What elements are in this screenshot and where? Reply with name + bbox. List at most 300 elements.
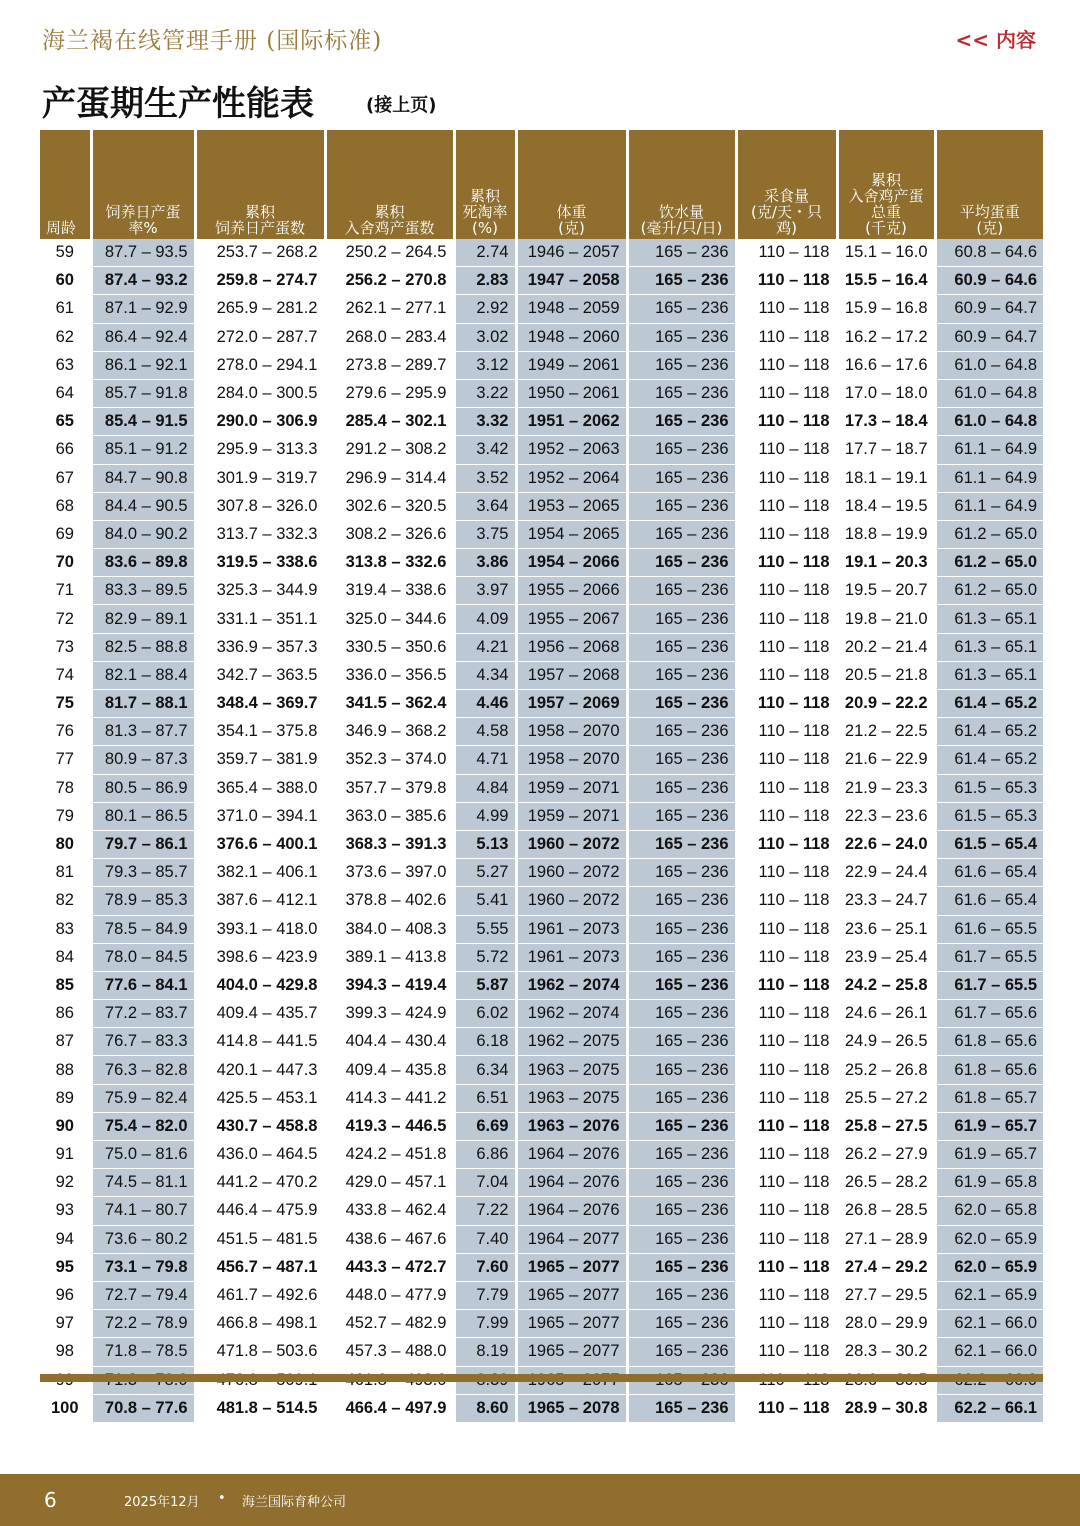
- table-cell: 165 – 236: [627, 718, 736, 746]
- table-cell: 20.5 – 21.8: [837, 661, 935, 689]
- table-cell: 1964 – 2076: [516, 1141, 627, 1169]
- table-cell: 61.2 – 65.0: [935, 549, 1043, 577]
- week-cell: 83: [40, 915, 91, 943]
- table-cell: 77.6 – 84.1: [91, 971, 195, 999]
- table-cell: 110 – 118: [736, 267, 837, 295]
- table-cell: 1949 – 2061: [516, 351, 627, 379]
- table-cell: 273.8 – 289.7: [325, 351, 454, 379]
- table-cell: 165 – 236: [627, 887, 736, 915]
- table-cell: 110 – 118: [736, 774, 837, 802]
- table-row: [40, 1112, 1043, 1140]
- table-cell: 110 – 118: [736, 718, 837, 746]
- table-cell: 26.5 – 28.2: [837, 1169, 935, 1197]
- table-row: [40, 661, 1043, 689]
- table-cell: 60.9 – 64.6: [935, 267, 1043, 295]
- table-cell: 71.8 – 78.5: [91, 1338, 195, 1366]
- table-cell: 23.9 – 25.4: [837, 943, 935, 971]
- table-cell: 438.6 – 467.6: [325, 1225, 454, 1253]
- table-row: [40, 633, 1043, 661]
- table-cell: 61.4 – 65.2: [935, 718, 1043, 746]
- table-cell: 80.5 – 86.9: [91, 774, 195, 802]
- table-cell: 165 – 236: [627, 1141, 736, 1169]
- table-cell: 291.2 – 308.2: [325, 436, 454, 464]
- table-cell: 1963 – 2075: [516, 1084, 627, 1112]
- table-cell: 1959 – 2071: [516, 774, 627, 802]
- column-header-line: 体重: [556, 203, 587, 221]
- table-cell: 61.0 – 64.8: [935, 351, 1043, 379]
- table-cell: 1960 – 2072: [516, 830, 627, 858]
- table-cell: 165 – 236: [627, 1225, 736, 1253]
- table-cell: 1964 – 2076: [516, 1169, 627, 1197]
- table-cell: 259.8 – 274.7: [195, 267, 325, 295]
- table-cell: 1965 – 2077: [516, 1281, 627, 1309]
- table-cell: 110 – 118: [736, 436, 837, 464]
- table-cell: 87.1 – 92.9: [91, 295, 195, 323]
- table-cell: 74.5 – 81.1: [91, 1169, 195, 1197]
- table-cell: 6.69: [454, 1112, 516, 1140]
- table-cell: 80.1 – 86.5: [91, 802, 195, 830]
- column-header-line: 周龄: [46, 219, 77, 237]
- table-cell: 1965 – 2077: [516, 1253, 627, 1281]
- table-cell: 302.6 – 320.5: [325, 492, 454, 520]
- table-cell: 21.2 – 22.5: [837, 718, 935, 746]
- table-cell: 28.9 – 30.8: [837, 1394, 935, 1422]
- table-row: [40, 549, 1043, 577]
- table-cell: 4.09: [454, 605, 516, 633]
- week-cell: 90: [40, 1112, 91, 1140]
- week-cell: 100: [40, 1394, 91, 1422]
- table-cell: 3.97: [454, 577, 516, 605]
- table-cell: 308.2 – 326.6: [325, 520, 454, 548]
- table-cell: 448.0 – 477.9: [325, 1281, 454, 1309]
- week-cell: 75: [40, 690, 91, 718]
- table-cell: 3.22: [454, 379, 516, 407]
- table-cell: 82.5 – 88.8: [91, 633, 195, 661]
- table-cell: 452.7 – 482.9: [325, 1310, 454, 1338]
- week-cell: 61: [40, 295, 91, 323]
- week-cell: 82: [40, 887, 91, 915]
- table-cell: 165 – 236: [627, 830, 736, 858]
- page-footer: [0, 1474, 1080, 1526]
- table-cell: 313.7 – 332.3: [195, 520, 325, 548]
- table-cell: 393.1 – 418.0: [195, 915, 325, 943]
- table-cell: 165 – 236: [627, 1169, 736, 1197]
- week-cell: 65: [40, 408, 91, 436]
- table-cell: 61.5 – 65.3: [935, 802, 1043, 830]
- table-cell: 165 – 236: [627, 436, 736, 464]
- table-cell: 75.9 – 82.4: [91, 1084, 195, 1112]
- column-header-line: 总重: [870, 203, 901, 221]
- table-cell: 1957 – 2068: [516, 661, 627, 689]
- table-cell: 61.8 – 65.6: [935, 1056, 1043, 1084]
- table-cell: 4.34: [454, 661, 516, 689]
- table-cell: 62.1 – 66.0: [935, 1310, 1043, 1338]
- table-cell: 110 – 118: [736, 1169, 837, 1197]
- table-cell: 61.3 – 65.1: [935, 633, 1043, 661]
- table-cell: 61.0 – 64.8: [935, 379, 1043, 407]
- table-cell: 61.2 – 65.0: [935, 577, 1043, 605]
- table-cell: 61.6 – 65.4: [935, 859, 1043, 887]
- column-header-line: 率%: [128, 219, 158, 237]
- table-cell: 165 – 236: [627, 1084, 736, 1112]
- table-cell: 86.4 – 92.4: [91, 323, 195, 351]
- table-row: [40, 802, 1043, 830]
- week-cell: 79: [40, 802, 91, 830]
- table-cell: 272.0 – 287.7: [195, 323, 325, 351]
- column-header-line: (毫升/只/日): [640, 219, 723, 237]
- table-cell: 22.9 – 24.4: [837, 859, 935, 887]
- table-cell: 1948 – 2059: [516, 295, 627, 323]
- table-cell: 110 – 118: [736, 1394, 837, 1422]
- table-cell: 265.9 – 281.2: [195, 295, 325, 323]
- table-cell: 250.2 – 264.5: [325, 239, 454, 267]
- table-row: [40, 323, 1043, 351]
- table-cell: 430.7 – 458.8: [195, 1112, 325, 1140]
- table-cell: 110 – 118: [736, 1338, 837, 1366]
- table-row: [40, 830, 1043, 858]
- table-cell: 165 – 236: [627, 351, 736, 379]
- table-cell: 352.3 – 374.0: [325, 746, 454, 774]
- table-cell: 348.4 – 369.7: [195, 690, 325, 718]
- table-cell: 82.9 – 89.1: [91, 605, 195, 633]
- table-cell: 389.1 – 413.8: [325, 943, 454, 971]
- column-header-line: 累积: [374, 203, 405, 221]
- table-cell: 24.6 – 26.1: [837, 1000, 935, 1028]
- table-cell: 75.4 – 82.0: [91, 1112, 195, 1140]
- table-cell: 110 – 118: [736, 746, 837, 774]
- table-cell: 110 – 118: [736, 1253, 837, 1281]
- table-cell: 165 – 236: [627, 690, 736, 718]
- table-cell: 456.7 – 487.1: [195, 1253, 325, 1281]
- table-cell: 61.4 – 65.2: [935, 690, 1043, 718]
- table-row: [40, 1141, 1043, 1169]
- table-cell: 2.92: [454, 295, 516, 323]
- week-cell: 89: [40, 1084, 91, 1112]
- table-cell: 110 – 118: [736, 915, 837, 943]
- week-cell: 97: [40, 1310, 91, 1338]
- table-cell: 371.0 – 394.1: [195, 802, 325, 830]
- table-cell: 61.1 – 64.9: [935, 492, 1043, 520]
- table-cell: 301.9 – 319.7: [195, 464, 325, 492]
- table-cell: 25.8 – 27.5: [837, 1112, 935, 1140]
- table-cell: 110 – 118: [736, 1084, 837, 1112]
- table-cell: 86.1 – 92.1: [91, 351, 195, 379]
- table-cell: 378.8 – 402.6: [325, 887, 454, 915]
- table-cell: 319.4 – 338.6: [325, 577, 454, 605]
- table-cell: 83.6 – 89.8: [91, 549, 195, 577]
- page-number: 6: [44, 1488, 57, 1512]
- table-cell: 165 – 236: [627, 915, 736, 943]
- table-cell: 25.5 – 27.2: [837, 1084, 935, 1112]
- column-header-line: (千克): [865, 219, 907, 237]
- table-cell: 2.83: [454, 267, 516, 295]
- table-row: [40, 605, 1043, 633]
- column-header-line: 累积: [870, 171, 901, 189]
- table-cell: 110 – 118: [736, 323, 837, 351]
- table-cell: 110 – 118: [736, 661, 837, 689]
- table-row: [40, 351, 1043, 379]
- table-cell: 3.12: [454, 351, 516, 379]
- table-cell: 60.9 – 64.7: [935, 323, 1043, 351]
- performance-table: [40, 130, 1043, 1423]
- week-cell: 77: [40, 746, 91, 774]
- table-row: [40, 1197, 1043, 1225]
- column-header-line: 累积: [469, 187, 500, 205]
- table-cell: 1947 – 2058: [516, 267, 627, 295]
- table-cell: 3.75: [454, 520, 516, 548]
- table-cell: 165 – 236: [627, 577, 736, 605]
- table-cell: 1960 – 2072: [516, 859, 627, 887]
- table-row: [40, 295, 1043, 323]
- week-cell: 98: [40, 1338, 91, 1366]
- week-cell: 60: [40, 267, 91, 295]
- table-cell: 6.86: [454, 1141, 516, 1169]
- table-cell: 19.5 – 20.7: [837, 577, 935, 605]
- table-cell: 110 – 118: [736, 1281, 837, 1309]
- table-cell: 165 – 236: [627, 605, 736, 633]
- column-header: [627, 130, 736, 239]
- week-cell: 71: [40, 577, 91, 605]
- table-cell: 3.32: [454, 408, 516, 436]
- table-cell: 2.74: [454, 239, 516, 267]
- table-row: [40, 1394, 1043, 1422]
- table-cell: 1954 – 2066: [516, 549, 627, 577]
- week-cell: 74: [40, 661, 91, 689]
- table-row: [40, 1028, 1043, 1056]
- table-header: [40, 130, 1043, 239]
- table-cell: 1964 – 2077: [516, 1225, 627, 1253]
- table-cell: 62.2 – 66.1: [935, 1394, 1043, 1422]
- table-cell: 7.79: [454, 1281, 516, 1309]
- column-header-line: 平均蛋重: [959, 203, 1020, 221]
- table-row: [40, 379, 1043, 407]
- table-cell: 61.8 – 65.6: [935, 1028, 1043, 1056]
- table-cell: 110 – 118: [736, 1225, 837, 1253]
- table-cell: 3.52: [454, 464, 516, 492]
- table-cell: 7.40: [454, 1225, 516, 1253]
- table-cell: 110 – 118: [736, 1141, 837, 1169]
- back-to-contents-link[interactable]: << 内容: [955, 28, 1036, 52]
- table-cell: 165 – 236: [627, 746, 736, 774]
- table-cell: 83.3 – 89.5: [91, 577, 195, 605]
- table-cell: 73.6 – 80.2: [91, 1225, 195, 1253]
- table-cell: 313.8 – 332.6: [325, 549, 454, 577]
- table-cell: 5.72: [454, 943, 516, 971]
- table-cell: 61.6 – 65.5: [935, 915, 1043, 943]
- table-cell: 253.7 – 268.2: [195, 239, 325, 267]
- table-cell: 15.9 – 16.8: [837, 295, 935, 323]
- table-cell: 8.19: [454, 1338, 516, 1366]
- table-cell: 16.2 – 17.2: [837, 323, 935, 351]
- table-cell: 20.2 – 21.4: [837, 633, 935, 661]
- table-cell: 61.7 – 65.5: [935, 943, 1043, 971]
- table-cell: 290.0 – 306.9: [195, 408, 325, 436]
- table-row: [40, 971, 1043, 999]
- table-cell: 61.3 – 65.1: [935, 605, 1043, 633]
- table-cell: 384.0 – 408.3: [325, 915, 454, 943]
- table-cell: 3.42: [454, 436, 516, 464]
- table-cell: 4.84: [454, 774, 516, 802]
- table-cell: 4.71: [454, 746, 516, 774]
- table-cell: 25.2 – 26.8: [837, 1056, 935, 1084]
- footer-separator: •: [218, 1491, 226, 1506]
- table-cell: 61.5 – 65.3: [935, 774, 1043, 802]
- table-cell: 78.0 – 84.5: [91, 943, 195, 971]
- table-cell: 7.60: [454, 1253, 516, 1281]
- table-row: [40, 1084, 1043, 1112]
- column-header-line: 死淘率: [462, 203, 508, 221]
- table-cell: 110 – 118: [736, 464, 837, 492]
- column-header: [837, 130, 935, 239]
- table-cell: 268.0 – 283.4: [325, 323, 454, 351]
- table-cell: 110 – 118: [736, 239, 837, 267]
- table-cell: 61.6 – 65.4: [935, 887, 1043, 915]
- table-cell: 61.7 – 65.6: [935, 1000, 1043, 1028]
- table-cell: 61.3 – 65.1: [935, 661, 1043, 689]
- week-cell: 92: [40, 1169, 91, 1197]
- table-cell: 18.1 – 19.1: [837, 464, 935, 492]
- table-cell: 110 – 118: [736, 1112, 837, 1140]
- table-cell: 7.99: [454, 1310, 516, 1338]
- table-cell: 28.0 – 29.9: [837, 1310, 935, 1338]
- table-cell: 81.7 – 88.1: [91, 690, 195, 718]
- table-cell: 17.3 – 18.4: [837, 408, 935, 436]
- table-cell: 62.0 – 65.9: [935, 1253, 1043, 1281]
- table-cell: 61.1 – 64.9: [935, 464, 1043, 492]
- table-cell: 110 – 118: [736, 943, 837, 971]
- table-cell: 481.8 – 514.5: [195, 1394, 325, 1422]
- column-header: [516, 130, 627, 239]
- table-cell: 82.1 – 88.4: [91, 661, 195, 689]
- table-cell: 22.6 – 24.0: [837, 830, 935, 858]
- table-cell: 165 – 236: [627, 1310, 736, 1338]
- table-row: [40, 1225, 1043, 1253]
- week-cell: 94: [40, 1225, 91, 1253]
- week-cell: 76: [40, 718, 91, 746]
- column-header-line: 鸡): [776, 219, 797, 237]
- table-cell: 295.9 – 313.3: [195, 436, 325, 464]
- table-cell: 429.0 – 457.1: [325, 1169, 454, 1197]
- table-cell: 6.02: [454, 1000, 516, 1028]
- table-cell: 23.6 – 25.1: [837, 915, 935, 943]
- table-cell: 19.1 – 20.3: [837, 549, 935, 577]
- table-cell: 62.1 – 65.9: [935, 1281, 1043, 1309]
- table-cell: 1965 – 2078: [516, 1394, 627, 1422]
- table-cell: 21.9 – 23.3: [837, 774, 935, 802]
- week-cell: 95: [40, 1253, 91, 1281]
- table-cell: 373.6 – 397.0: [325, 859, 454, 887]
- page-title: 产蛋期生产性能表: [42, 84, 314, 124]
- table-cell: 18.4 – 19.5: [837, 492, 935, 520]
- table-cell: 325.3 – 344.9: [195, 577, 325, 605]
- table-cell: 110 – 118: [736, 887, 837, 915]
- table-cell: 85.4 – 91.5: [91, 408, 195, 436]
- table-row: [40, 408, 1043, 436]
- column-header: [195, 130, 325, 239]
- table-cell: 354.1 – 375.8: [195, 718, 325, 746]
- table-cell: 61.5 – 65.4: [935, 830, 1043, 858]
- table-cell: 18.8 – 19.9: [837, 520, 935, 548]
- column-header: [736, 130, 837, 239]
- table-cell: 62.0 – 65.8: [935, 1197, 1043, 1225]
- week-cell: 68: [40, 492, 91, 520]
- table-row: [40, 1000, 1043, 1028]
- table-cell: 19.8 – 21.0: [837, 605, 935, 633]
- table-cell: 77.2 – 83.7: [91, 1000, 195, 1028]
- table-cell: 165 – 236: [627, 1281, 736, 1309]
- table-cell: 5.55: [454, 915, 516, 943]
- table-cell: 5.13: [454, 830, 516, 858]
- column-header-line: 累积: [244, 203, 275, 221]
- table-row: [40, 577, 1043, 605]
- table-cell: 110 – 118: [736, 408, 837, 436]
- table-cell: 3.64: [454, 492, 516, 520]
- table-cell: 165 – 236: [627, 239, 736, 267]
- table-cell: 278.0 – 294.1: [195, 351, 325, 379]
- week-cell: 85: [40, 971, 91, 999]
- table-cell: 26.8 – 28.5: [837, 1197, 935, 1225]
- table-cell: 85.1 – 91.2: [91, 436, 195, 464]
- table-cell: 336.0 – 356.5: [325, 661, 454, 689]
- column-header-line: 饲养日产蛋数: [214, 219, 305, 237]
- table-cell: 78.5 – 84.9: [91, 915, 195, 943]
- table-cell: 61.8 – 65.7: [935, 1084, 1043, 1112]
- week-cell: 96: [40, 1281, 91, 1309]
- week-cell: 80: [40, 830, 91, 858]
- table-row: [40, 464, 1043, 492]
- week-cell: 62: [40, 323, 91, 351]
- table-cell: 16.6 – 17.6: [837, 351, 935, 379]
- table-cell: 6.34: [454, 1056, 516, 1084]
- table-cell: 1955 – 2066: [516, 577, 627, 605]
- column-header-line: (克/天・只: [751, 203, 822, 221]
- table-cell: 331.1 – 351.1: [195, 605, 325, 633]
- column-header-line: 入舍鸡产蛋数: [344, 219, 435, 237]
- week-cell: 59: [40, 239, 91, 267]
- table-cell: 6.51: [454, 1084, 516, 1112]
- column-header: [454, 130, 516, 239]
- table-cell: 357.7 – 379.8: [325, 774, 454, 802]
- table-cell: 4.21: [454, 633, 516, 661]
- table-cell: 1964 – 2076: [516, 1197, 627, 1225]
- table-cell: 451.5 – 481.5: [195, 1225, 325, 1253]
- table-cell: 1950 – 2061: [516, 379, 627, 407]
- week-cell: 64: [40, 379, 91, 407]
- table-cell: 165 – 236: [627, 1197, 736, 1225]
- table-cell: 1957 – 2069: [516, 690, 627, 718]
- table-cell: 165 – 236: [627, 1112, 736, 1140]
- table-row: [40, 436, 1043, 464]
- table-row: [40, 746, 1043, 774]
- table-cell: 110 – 118: [736, 1028, 837, 1056]
- table-cell: 24.9 – 26.5: [837, 1028, 935, 1056]
- table-cell: 110 – 118: [736, 520, 837, 548]
- table-cell: 110 – 118: [736, 577, 837, 605]
- manual-title: 海兰褐在线管理手册 (国际标准): [42, 28, 383, 54]
- table-cell: 1951 – 2062: [516, 408, 627, 436]
- table-cell: 368.3 – 391.3: [325, 830, 454, 858]
- table-cell: 441.2 – 470.2: [195, 1169, 325, 1197]
- table-cell: 398.6 – 423.9: [195, 943, 325, 971]
- column-header-line: (克): [976, 219, 1004, 237]
- week-cell: 69: [40, 520, 91, 548]
- table-cell: 110 – 118: [736, 1056, 837, 1084]
- table-cell: 399.3 – 424.9: [325, 1000, 454, 1028]
- table-cell: 23.3 – 24.7: [837, 887, 935, 915]
- table-cell: 1965 – 2077: [516, 1338, 627, 1366]
- table-cell: 76.3 – 82.8: [91, 1056, 195, 1084]
- table-cell: 165 – 236: [627, 464, 736, 492]
